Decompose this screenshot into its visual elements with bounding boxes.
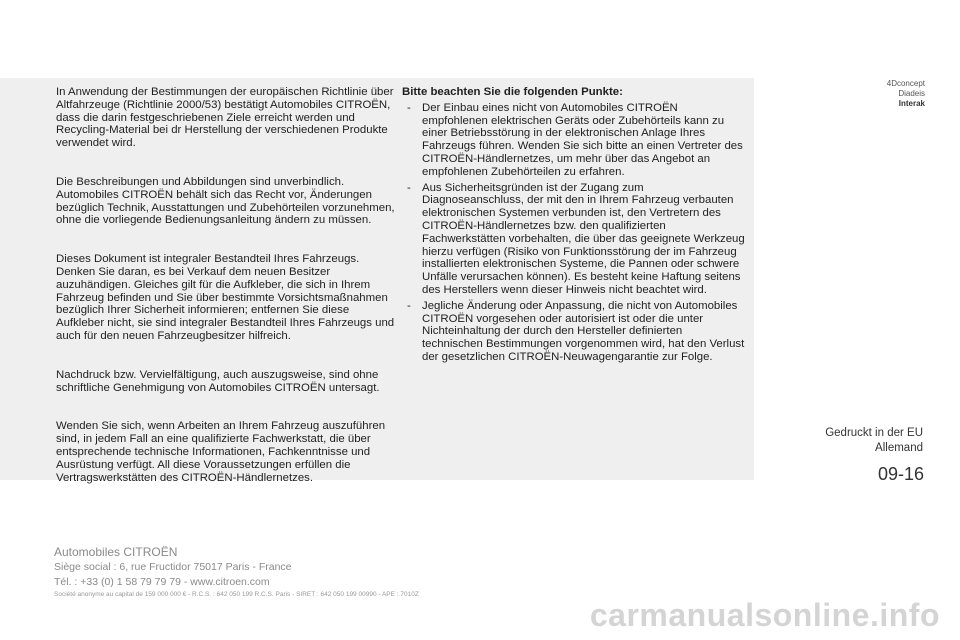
right-column xyxy=(402,86,746,367)
tag-diadeis: Diadeis xyxy=(898,89,925,98)
footer-phone: Tél. : +33 (0) 1 58 79 79 79 - www.citroen.com xyxy=(54,576,270,588)
dash-marker: - xyxy=(407,181,411,194)
dash-marker: - xyxy=(407,299,411,312)
notice-list xyxy=(402,102,746,364)
dash-marker: - xyxy=(407,101,411,114)
print-info xyxy=(825,426,923,456)
tag-interak: Interak xyxy=(898,99,925,108)
printed-in-eu: Gedruckt in der EU xyxy=(825,427,923,439)
notice-item-text: Der Einbau eines nicht von Automobiles CITROËN empfohlenen elektrischen Geräts oder Zubehörteils kann zu einer Betriebsstörung in der elektronischen Anlage Ihres Fahrzeugs führen. Wenden Sie sich bitte an einen Vertreter des CITROËN-Händlernetzes, um mehr über das Angebot an empfohlenen Zubehörteilen zu erfahren. xyxy=(422,101,743,178)
footer-legal: Société anonyme au capital de 159 000 000 € - R.C.S. : 642 050 199 R.C.S. Paris - SIRET : 642 050 199 00990 - APE : 7010Z xyxy=(54,591,419,598)
watermark: carmanualsonline.info xyxy=(589,597,940,633)
paragraph-document: Dieses Dokument ist integraler Bestandteil Ihres Fahrzeugs. Denken Sie daran, es bei Verkauf dem neuen Besitzer auzuhändigen. Gleiches gilt für die Aufkleber, die sich in Ihrem Fahrzeug befinden und Sie über bestimmte Vorsichtsmaßnahmen bezüglich Ihrer Sicherheit informieren; entfernen Sie diese Aufkleber nicht, sie sind integraler Bestandteil Ihres Fahrzeugs und auch für den neuen Fahrzeugbesitzer hilfreich. xyxy=(56,253,395,342)
list-item xyxy=(402,102,746,179)
left-column xyxy=(56,86,396,484)
list-item xyxy=(402,300,746,364)
notice-heading: Bitte beachten Sie die folgenden Punkte: xyxy=(402,86,623,98)
list-item xyxy=(402,182,746,297)
footer-company: Automobiles CITROËN xyxy=(54,545,178,559)
producer-tags xyxy=(887,79,925,109)
paragraph-descriptions: Die Beschreibungen und Abbildungen sind unverbindlich. Automobiles CITROËN behält sich das Recht vor, Änderungen bezüglich Technik, Ausstattungen und Zubehörteilen vorzunehmen, ohne die vorliegende Bedienungsanleitung ändern zu müssen. xyxy=(56,175,395,227)
notice-item-text: Jegliche Änderung oder Anpassung, die nicht von Automobiles CITROËN vorgesehen oder autorisiert ist oder die unter Nichteinhaltung der durch den Hersteller definierten technischen Bestimmungen vorgenommen wird, hat den Verlust der gesetzlichen CITROËN-Neuwagengarantie zur Folge. xyxy=(422,299,745,363)
footer-address: Siège social : 6, rue Fructidor 75017 Paris - France xyxy=(54,561,292,573)
language-label: Allemand xyxy=(875,442,923,454)
tag-4dconcept: 4Dconcept xyxy=(886,79,925,88)
paragraph-recycling: In Anwendung der Bestimmungen der europäischen Richtlinie über Altfahrzeuge (Richtlinie 2000/53) bestätigt Automobiles CITROËN, dass die darin festgeschriebenen Ziele erreicht werden und Recycling-Material bei dr Herstellung der verschiedenen Produkte verwendet wird. xyxy=(56,86,394,150)
footer xyxy=(54,544,419,599)
paragraph-workshop: Wenden Sie sich, wenn Arbeiten an Ihrem Fahrzeug auszuführen sind, in jedem Fall an eine qualifizierte Fachwerkstatt, die über entsprechende technische Informationen, Fachkenntnisse und Ausrüstung verfügt. All diese Voraussetzungen erfüllen die Vertragswerkstätten des CITROËN-Händlernetzes. xyxy=(56,420,386,484)
page-code: 09-16 xyxy=(877,464,924,484)
notice-item-text: Aus Sicherheitsgründen ist der Zugang zum Diagnoseanschluss, der mit den in Ihrem Fahrzeug verbauten elektronischen Systemen verbunden ist, den Vertretern des CITROËN-Händlernetzes bzw. den qualifizierten Fachwerkstätten vorbehalten, die über das geeignete Werkzeug hierzu verfügen (Risiko von Funktionsstörung der im Fahrzeug installierten elektronischen Systeme, die Pannen oder schwere Unfälle verursachen können). Es besteht keine Haftung seitens des Herstellers wenn dieser Hinweis nicht beachtet wird. xyxy=(422,181,745,296)
paragraph-reproduction: Nachdruck bzw. Vervielfältigung, auch auszugsweise, sind ohne schriftliche Genehmigung von Automobiles CITROËN untersagt. xyxy=(56,368,380,394)
